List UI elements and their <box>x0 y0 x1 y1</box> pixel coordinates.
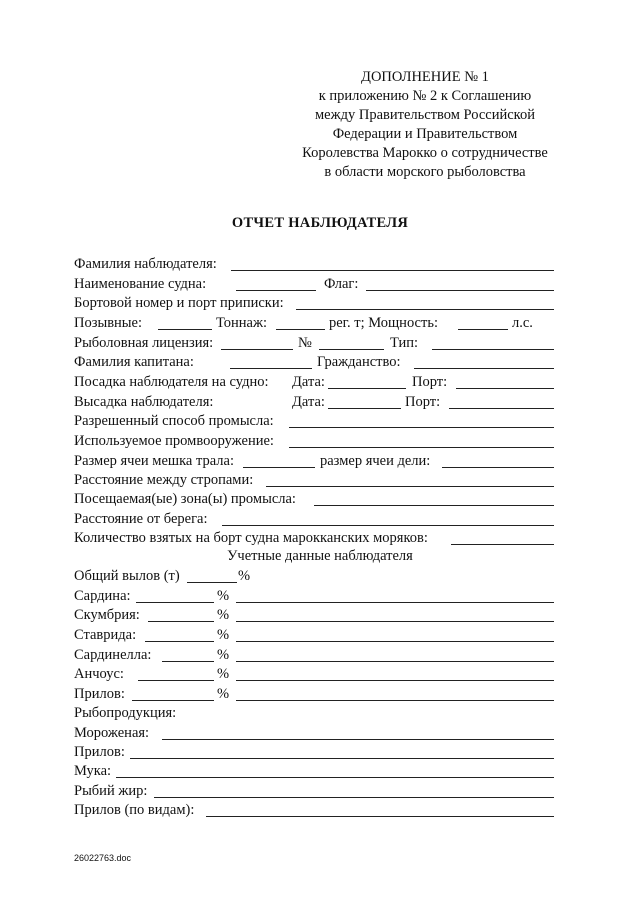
label-observer-name: Фамилия наблюдателя: <box>74 256 217 272</box>
label-mesh-net: размер ячеи дели: <box>320 453 431 469</box>
header-line: ДОПОЛНЕНИЕ № 1 <box>361 69 489 85</box>
field-license-number[interactable] <box>319 349 384 350</box>
label-sailors: Количество взятых на борт судна марокканских моряков: <box>74 530 428 546</box>
row-board-number <box>74 294 554 313</box>
label-species: Сардина: <box>74 588 131 604</box>
label-species: Скумбрия: <box>74 607 140 623</box>
label-license: Рыболовная лицензия: <box>74 335 214 351</box>
row-gear <box>74 432 554 451</box>
field-sailors[interactable] <box>451 544 554 545</box>
row-product-meal <box>74 762 554 781</box>
row-species-anchovy <box>74 665 554 684</box>
field-mesh-net[interactable] <box>442 467 554 468</box>
label-zones: Посещаемая(ые) зона(ы) промысла: <box>74 491 296 507</box>
label-boarding-date: Дата: <box>292 374 325 390</box>
label-product: Прилов (по видам): <box>74 802 195 818</box>
field-gear[interactable] <box>289 447 554 448</box>
header-line: между Правительством Российской <box>314 107 536 123</box>
row-species-horse-mackerel <box>74 626 554 645</box>
header-line: Королевства Марокко о сотрудничестве <box>302 145 548 161</box>
row-products-heading <box>74 704 554 723</box>
field-species-percent[interactable] <box>148 621 214 622</box>
field-product[interactable] <box>162 739 554 740</box>
label-species: Прилов: <box>74 686 125 702</box>
field-tonnage[interactable] <box>276 329 325 330</box>
label-products: Рыбопродукция: <box>74 705 177 721</box>
field-disembark-date[interactable] <box>328 408 401 409</box>
row-method <box>74 412 554 431</box>
label-flag: Флаг: <box>324 276 359 292</box>
field-power[interactable] <box>458 329 508 330</box>
field-mesh-trawl[interactable] <box>243 467 315 468</box>
field-species-percent[interactable] <box>162 661 214 662</box>
field-species-percent[interactable] <box>138 680 214 681</box>
field-vessel-name[interactable] <box>236 290 316 291</box>
label-citizenship: Гражданство: <box>317 354 401 370</box>
label-power-unit: л.с. <box>512 315 533 331</box>
row-license <box>74 334 554 353</box>
percent-sign: % <box>238 568 251 584</box>
row-product-fish-oil <box>74 782 554 801</box>
label-species: Ставрида: <box>74 627 137 643</box>
row-captain <box>74 353 554 372</box>
label-boarding: Посадка наблюдателя на судно: <box>74 374 269 390</box>
field-species-notes[interactable] <box>236 700 554 701</box>
row-sailors <box>74 529 554 548</box>
percent-sign: % <box>217 588 230 604</box>
label-species: Анчоус: <box>74 666 124 682</box>
label-method: Разрешенный способ промысла: <box>74 413 274 429</box>
field-total-catch[interactable] <box>187 582 237 583</box>
label-product: Рыбий жир: <box>74 783 148 799</box>
row-callsign <box>74 314 554 333</box>
label-product: Мука: <box>74 763 112 779</box>
label-total-catch: Общий вылов (т) <box>74 568 180 584</box>
percent-sign: % <box>217 686 230 702</box>
label-distance: Расстояние от берега: <box>74 511 208 527</box>
field-flag[interactable] <box>366 290 554 291</box>
field-board-number[interactable] <box>296 309 554 310</box>
percent-sign: % <box>217 607 230 623</box>
label-product: Прилов: <box>74 744 125 760</box>
field-citizenship[interactable] <box>414 368 554 369</box>
field-species-percent[interactable] <box>132 700 214 701</box>
label-product: Мороженая: <box>74 725 150 741</box>
field-slings[interactable] <box>266 486 554 487</box>
label-disembark-date: Дата: <box>292 394 325 410</box>
field-product[interactable] <box>206 816 554 817</box>
label-board-number: Бортовой номер и порт приписки: <box>74 295 284 311</box>
field-license[interactable] <box>221 349 293 350</box>
label-disembark-port: Порт: <box>405 394 441 410</box>
field-boarding-date[interactable] <box>328 388 406 389</box>
section-heading: Учетные данные наблюдателя <box>227 548 413 564</box>
field-species-notes[interactable] <box>236 680 554 681</box>
label-captain: Фамилия капитана: <box>74 354 194 370</box>
row-species-sardinella <box>74 646 554 665</box>
row-boarding <box>74 373 554 392</box>
label-species: Сардинелла: <box>74 647 152 663</box>
label-license-number: № <box>298 335 312 351</box>
row-disembark <box>74 393 554 412</box>
document-filename: 26022763.doc <box>74 853 132 863</box>
label-mesh-trawl: Размер ячеи мешка трала: <box>74 453 234 469</box>
field-species-percent[interactable] <box>136 602 214 603</box>
field-species-percent[interactable] <box>145 641 214 642</box>
appendix-header <box>290 68 560 182</box>
label-license-type: Тип: <box>390 335 419 351</box>
row-species-bycatch <box>74 685 554 704</box>
field-captain[interactable] <box>230 368 312 369</box>
row-slings <box>74 471 554 490</box>
field-zones[interactable] <box>314 505 554 506</box>
percent-sign: % <box>217 627 230 643</box>
field-species-notes[interactable] <box>236 641 554 642</box>
row-total-catch <box>74 567 554 586</box>
label-gear: Используемое промвооружение: <box>74 433 274 449</box>
row-mesh <box>74 452 554 471</box>
header-line: к приложению № 2 к Соглашению <box>318 88 532 104</box>
row-zones <box>74 490 554 509</box>
label-tonnage: Тоннаж: <box>216 315 268 331</box>
field-species-notes[interactable] <box>236 621 554 622</box>
field-species-notes[interactable] <box>236 661 554 662</box>
field-species-notes[interactable] <box>236 602 554 603</box>
row-product-bycatch <box>74 743 554 762</box>
row-observer-name <box>74 255 554 274</box>
field-license-type[interactable] <box>432 349 554 350</box>
field-product[interactable] <box>130 758 554 759</box>
field-distance[interactable] <box>222 525 554 526</box>
row-vessel <box>74 275 554 294</box>
label-callsign: Позывные: <box>74 315 143 331</box>
field-product[interactable] <box>154 797 554 798</box>
field-method[interactable] <box>289 427 554 428</box>
label-tonnage-unit: рег. т; Мощность: <box>329 315 438 331</box>
row-species-mackerel <box>74 606 554 625</box>
field-product[interactable] <box>116 777 554 778</box>
report-title: ОТЧЕТ НАБЛЮДАТЕЛЯ <box>231 215 409 231</box>
field-disembark-port[interactable] <box>449 408 554 409</box>
header-line: Федерации и Правительством <box>332 126 518 142</box>
row-distance <box>74 510 554 529</box>
field-observer-name[interactable] <box>231 270 554 271</box>
label-vessel-name: Наименование судна: <box>74 276 207 292</box>
percent-sign: % <box>217 647 230 663</box>
field-callsign[interactable] <box>158 329 212 330</box>
header-line: в области морского рыболовства <box>324 164 526 180</box>
label-slings: Расстояние между стропами: <box>74 472 254 488</box>
percent-sign: % <box>217 666 230 682</box>
row-species-sardine <box>74 587 554 606</box>
label-disembark: Высадка наблюдателя: <box>74 394 214 410</box>
label-boarding-port: Порт: <box>412 374 448 390</box>
field-boarding-port[interactable] <box>456 388 554 389</box>
row-product-bycatch-species <box>74 801 554 820</box>
row-product-frozen <box>74 724 554 743</box>
